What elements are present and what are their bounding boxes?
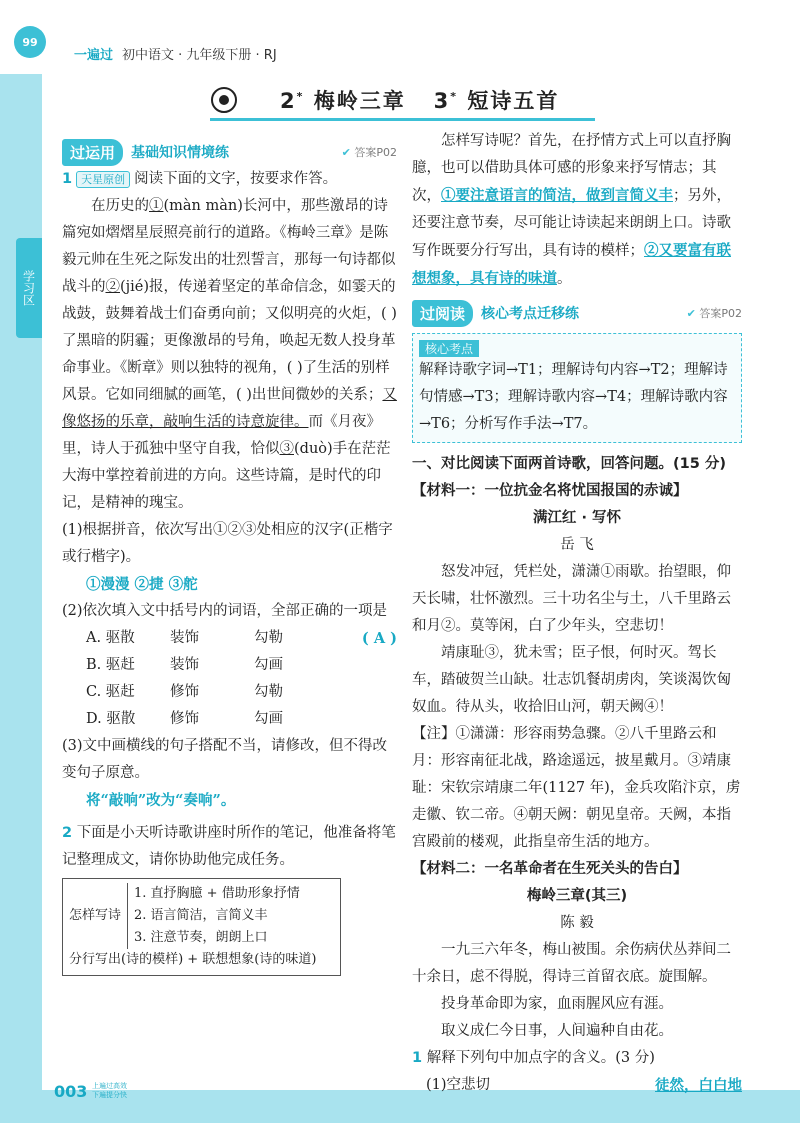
q2-prompt: 2 下面是小天听诗歌讲座时所作的笔记，他准备将笔记整理成文，请你协助他完成任务。 xyxy=(62,825,396,868)
original-badge: 天星原创 xyxy=(76,171,130,188)
reading-header xyxy=(412,299,742,327)
choice-row: A. 驱散 装饰 勾勒 xyxy=(86,630,283,646)
brand: 一遍过 xyxy=(74,48,114,63)
q2-answer-1: ①要注意语言的简洁，做到言简义丰 xyxy=(441,187,673,204)
q2-answer-2: ②又要富有联想想象，具有诗的味道 xyxy=(412,242,731,287)
core-points xyxy=(412,333,742,443)
page-title xyxy=(210,85,590,115)
poem2-line1: 投身革命即为家，血雨腥风应有涯。 xyxy=(441,996,673,1012)
choice-list xyxy=(62,625,397,733)
practice-header xyxy=(62,138,397,166)
material-2: 【材料二：一名革命者在生死关头的告白】 xyxy=(412,861,688,877)
page-number: 003 xyxy=(54,1082,88,1101)
poem1-title: 满江红 · 写怀 xyxy=(532,510,622,526)
q2-answer-paragraph: 怎样写诗呢？首先，在抒情方式上可以直抒胸臆，也可以借助具体可感的形象来抒写情志；其次，①要注意语言的简洁，做到言简义丰；另外，还要注意节奏，尽可能让诗读起来朗朗上口。诗歌写作既要分行写出，具有诗的模样；②又要富有联想想象，具有诗的味道。 xyxy=(412,133,731,287)
poem1-stanza2: 靖康耻③，犹未雪；臣子恨，何时灭。驾长车，踏破贺兰山缺。壮志饥餐胡虏肉，笑谈渴饮匈奴血。待从头，收拾旧山河，朝天阙④！ xyxy=(412,645,731,715)
title-rule xyxy=(210,118,595,121)
choice-row: C. 驱赶 修饰 勾勒 xyxy=(86,684,283,700)
material-1: 【材料一：一位抗金名将忧国报国的赤诚】 xyxy=(412,483,688,499)
poem1-stanza1: 怒发冲冠，凭栏处，潇潇①雨歇。抬望眼，仰天长啸，壮怀激烈。三十功名尘与土，八千里路云和月②。莫等闲，白了少年头，空悲切！ xyxy=(412,564,731,634)
logo: 99 xyxy=(14,26,46,58)
side-tab: 学习区 xyxy=(16,238,42,338)
sec1-q1-answer: 徒然，白白地 xyxy=(655,1077,742,1094)
q1-sub2: (2)依次填入文中括号内的词语，全部正确的一项是 ( A ) xyxy=(62,598,397,625)
q1-passage: 在历史的①(màn màn)长河中，那些激昂的诗篇宛如熠熠星辰照亮前行的道路。《梅岭三章》是陈毅元帅在生死之际发出的壮烈誓言，那每一句诗都似战斗的②(jié)报，传递着坚定的革命信念，如霎天的战鼓，鼓舞着战士们奋勇向前；又似明亮的火炬，( )了黑暗的阴霾；更像激昂的号角，唤起无数人投身革命事业。《断章》则以独特的视角，( )了生活的别样风景。它如同细腻的画笔，( )出世间微妙的关系；又像悠扬的乐章，敲响生活的诗意旋律。而《月夜》里，诗人于孤独中坚守自我，恰似③(duò)手在茫茫大海中掌控着前进的方向。这些诗篇，是时代的印记，是精神的瑰宝。 xyxy=(62,198,397,511)
poem2-title: 梅岭三章(其三) xyxy=(526,888,628,904)
left-column xyxy=(62,138,397,976)
notes-item: 1. 直抒胸臆 + 借助形象抒情 xyxy=(134,886,300,901)
sec1-q1-item: (1)空悲切 徒然，白白地 xyxy=(412,1072,742,1099)
reading-answer-ref: ✔ 答案P02 xyxy=(687,305,742,321)
poem2-line2: 取义成仁今日事，人间遍种自由花。 xyxy=(441,1023,673,1039)
practice-subtitle: 基础知识情境练 xyxy=(131,145,230,161)
flower-icon xyxy=(210,86,238,114)
q1-sub3: (3)文中画横线的句子搭配不当，请修改，但不得改变句子原意。 xyxy=(62,738,388,781)
reading-subtitle: 核心考点迁移练 xyxy=(481,306,580,322)
header xyxy=(0,0,800,74)
reading-tag: 过阅读 xyxy=(412,300,473,327)
poem2-intro: 一九三六年冬，梅山被围。余伤病伏丛莽间二十余日，虑不得脱，得诗三首留衣底。旋围解。 xyxy=(412,942,731,985)
choice-row: D. 驱散 修饰 勾画 xyxy=(86,711,283,727)
poem1-note: 【注】①潇潇：形容雨势急骤。②八千里路云和月：形容南征北战，路途遥远，披星戴月。③靖康耻：宋钦宗靖康二年(1127 年)，金兵攻陷汴京，虏走徽、钦二帝。④朝天阙：朝见皇帝。天阙，本指宫殿前的楼观，此指皇帝生活的地方。 xyxy=(412,726,741,850)
notes-label: 怎样写诗 xyxy=(69,908,122,923)
core-tag: 核心考点 xyxy=(419,340,479,357)
right-column xyxy=(412,128,742,1099)
poem1-author: 岳 飞 xyxy=(560,537,594,553)
notes-footer: 分行写出(诗的模样) + 联想想象(诗的味道) xyxy=(69,952,317,967)
q1-sub1: (1)根据拼音，依次写出①②③处相应的汉字(正楷字或行楷字)。 xyxy=(62,522,393,565)
core-text: 解释诗歌字词→T1；理解诗句内容→T2；理解诗句情感→T3；理解诗歌内容→T4；理解诗歌内容→T6；分析写作手法→T7。 xyxy=(419,362,728,432)
q1-prompt: 1 天星原创 阅读下面的文字，按要求作答。 xyxy=(62,171,338,187)
choice-row: B. 驱赶 装饰 勾画 xyxy=(86,657,283,673)
q1-sub2-answer: ( A ) xyxy=(361,630,397,647)
notes-box xyxy=(62,878,341,976)
sec1-q1: 1 解释下列句中加点字的含义。(3 分) xyxy=(412,1050,655,1066)
title-text: 2* 梅岭三章 3* 短诗五首 xyxy=(280,89,560,113)
poem2-author: 陈 毅 xyxy=(560,915,594,931)
practice-tag: 过运用 xyxy=(62,139,123,166)
course-label: 初中语文 · 九年级下册 · RJ xyxy=(122,48,277,63)
notes-item: 3. 注意节奏，朗朗上口 xyxy=(134,930,268,945)
notes-items xyxy=(127,883,300,949)
q1-sub1-answer: ①漫漫 ②捷 ③舵 xyxy=(86,576,198,593)
practice-answer-ref: ✔ 答案P02 xyxy=(342,144,397,160)
section-heading: 一、对比阅读下面两首诗歌，回答问题。(15 分) xyxy=(412,456,726,472)
q1-sub3-answer: 将“敲响”改为“奏响”。 xyxy=(86,792,236,809)
footer-slogan: 上遍过高效 下遍提分快 xyxy=(92,1082,127,1099)
notes-item: 2. 语言简洁，言简义丰 xyxy=(134,908,268,923)
